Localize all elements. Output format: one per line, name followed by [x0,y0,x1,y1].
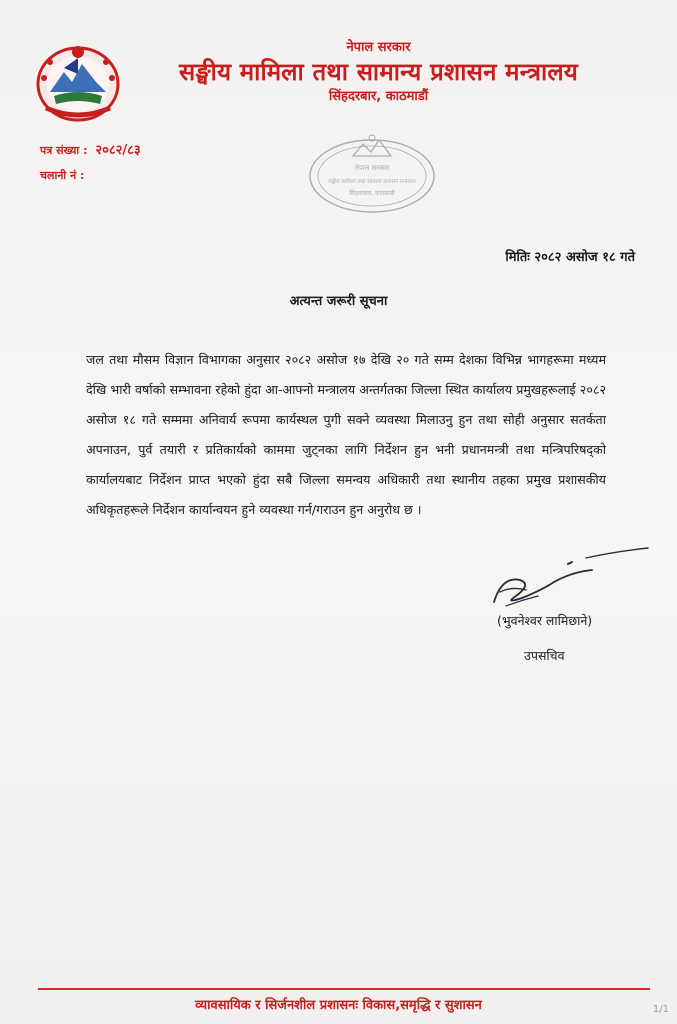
letter-number-label: पत्र संख्या : [40,144,88,157]
ministry-location: सिंहदरबार, काठमाडौं [328,89,429,104]
page-number: 1/1 [652,1004,669,1015]
footer-divider [38,988,650,990]
footer-motto: व्यावसायिक र सिर्जनशील प्रशासनः विकास,समृद्धि र सुशासन [195,998,482,1013]
letter-subject: अत्यन्त जरूरी सूचना [289,294,388,309]
signatory-name: (भुवनेश्वर लामिछाने) [497,613,593,628]
letter-body: जल तथा मौसम विज्ञान विभागका अनुसार २०८२ असोज १७ देखि २० गते सम्म देशका विभिन्न भागहरूमा मध्यम देखि भारी वर्षाको सम्भावना रहेको हुंदा आ-आफ्नो मन्त्रालय अन्तर्गतका जिल्ला स्थित कार्यालय प्रमुखहरूलाई २०८२ असोज १८ गते सम्ममा अनिवार्य रूपमा कार्यस्थल पुगी सक्ने व्यवस्था मिलाउनु हुन तथा सोही अनुसार सतर्कता अपनाउन, पुर्व तयारी र प्रतिकार्यको काममा जुट्नका लागि निर्देशन हुन भनी प्रधानमन्त्री तथा मन्त्रिपरिषद्को कार्यालयबाट निर्देशन प्राप्त भएको हुंदा सबै जिल्ला समन्वय अधिकारी तथा स्थानीय तहका प्रमुख प्रशासकीय अधिकृतहरूले निर्देशन कार्यान्वयन हुने व्यवस्था गर्न/गराउन हुन अनुरोध छ । [86,352,606,517]
stamp-line-3: सिंहदरबार, काठमाडौं [349,190,395,197]
dispatch-number-label: चलानी नं : [40,169,85,182]
nepal-emblem-icon [30,38,126,126]
letter-number-value: २०८२/८३ [95,143,141,158]
stamp-line-1: नेपाल सरकार [354,164,390,172]
signature [482,546,652,616]
letterhead [140,40,617,106]
letter-date: मितिः २०८२ असोज १८ गते [505,250,635,265]
signatory-designation: उपसचिव [524,648,565,663]
ministry-name: सङ्घीय मामिला तथा सामान्य प्रशासन मन्त्रालय [179,58,578,86]
dispatch-number [40,168,84,183]
government-name: नेपाल सरकार [346,40,411,55]
letter-number [40,140,141,158]
official-stamp [303,130,441,216]
stamp-line-2: सङ्घीय मामिला तथा सामान्य प्रशासन मन्त्रालय [328,179,416,185]
